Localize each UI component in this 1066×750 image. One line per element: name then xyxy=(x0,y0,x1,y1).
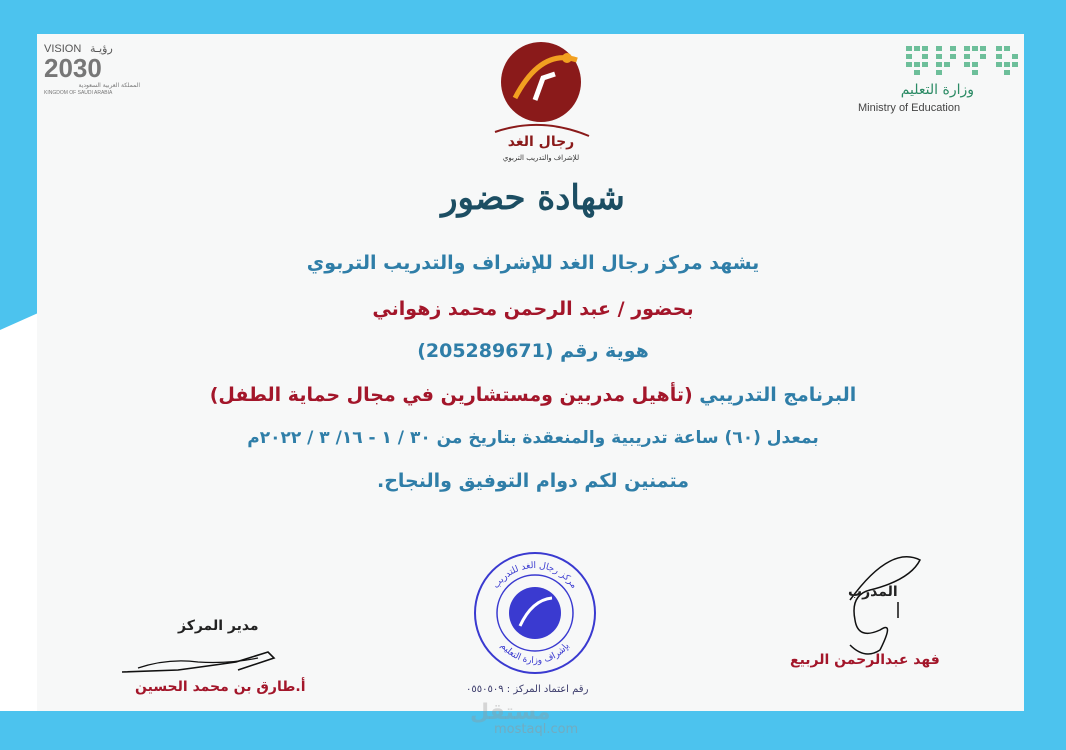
vision-2030-logo xyxy=(42,40,142,95)
ministry-of-education-logo xyxy=(856,42,1026,117)
svg-text:بإشراف وزارة التعليم: بإشراف وزارة التعليم xyxy=(498,641,572,667)
watermark-url: mostaql.com xyxy=(494,722,579,737)
moe-arabic-name: وزارة التعليم xyxy=(900,82,974,98)
svg-text:مركز رجال الغد للتدريب: مركز رجال الغد للتدريب xyxy=(491,560,579,591)
svg-text:رؤيـة: رؤيـة xyxy=(90,42,113,55)
svg-text:2030: 2030 xyxy=(44,53,102,83)
director-title: مدير المركز xyxy=(178,618,259,634)
closing-wish: متمنين لكم دوام التوفيق والنجاح. xyxy=(377,470,689,492)
stamp-logo-icon xyxy=(509,587,561,639)
accreditation-number: رقم اعتماد المركز : ٠٥٥٠٥٠٩ xyxy=(466,684,589,695)
id-number: هوية رقم (205289671) xyxy=(417,340,649,362)
svg-text:KINGDOM OF SAUDI ARABIA: KINGDOM OF SAUDI ARABIA xyxy=(44,90,113,95)
program-prefix: البرنامج التدريبي xyxy=(699,384,857,406)
hours-and-dates: بمعدل (٦٠) ساعة تدريبية والمنعقدة بتاريخ من ٣٠ / ١ - ١٦/ ٣ / ٢٠٢٢م xyxy=(247,428,819,448)
center-stamp xyxy=(470,548,600,678)
watermark-brand: مستقل xyxy=(470,700,551,725)
attendee-name: بحضور / عبد الرحمن محمد زهواني xyxy=(372,298,694,320)
director-name: أ.طارق بن محمد الحسين xyxy=(135,679,306,695)
trainer-title: المدرب xyxy=(848,584,898,600)
svg-text:رجال الغد: رجال الغد xyxy=(507,134,575,150)
certifying-statement: يشهد مركز رجال الغد للإشراف والتدريب التربوي xyxy=(306,252,760,274)
bg-shape-top-left xyxy=(0,0,640,34)
trainer-name: فهد عبدالرحمن الربيع xyxy=(790,652,940,668)
svg-text:VISION: VISION xyxy=(44,43,82,55)
program-name: (تأهيل مدربين ومستشارين في مجال حماية الطفل) xyxy=(209,384,693,406)
trainer-signature xyxy=(820,550,930,660)
center-logo xyxy=(485,38,595,163)
moe-english-name: Ministry of Education xyxy=(858,102,961,114)
certificate-title: شهادة حضور xyxy=(441,178,625,218)
bg-shape-left xyxy=(0,0,37,330)
director-signature xyxy=(118,640,283,680)
svg-text:للإشراف والتدريب التربوي: للإشراف والتدريب التربوي xyxy=(502,154,580,162)
program-line xyxy=(0,384,1066,406)
svg-text:المملكة العربية السعودية: المملكة العربية السعودية xyxy=(78,82,140,89)
